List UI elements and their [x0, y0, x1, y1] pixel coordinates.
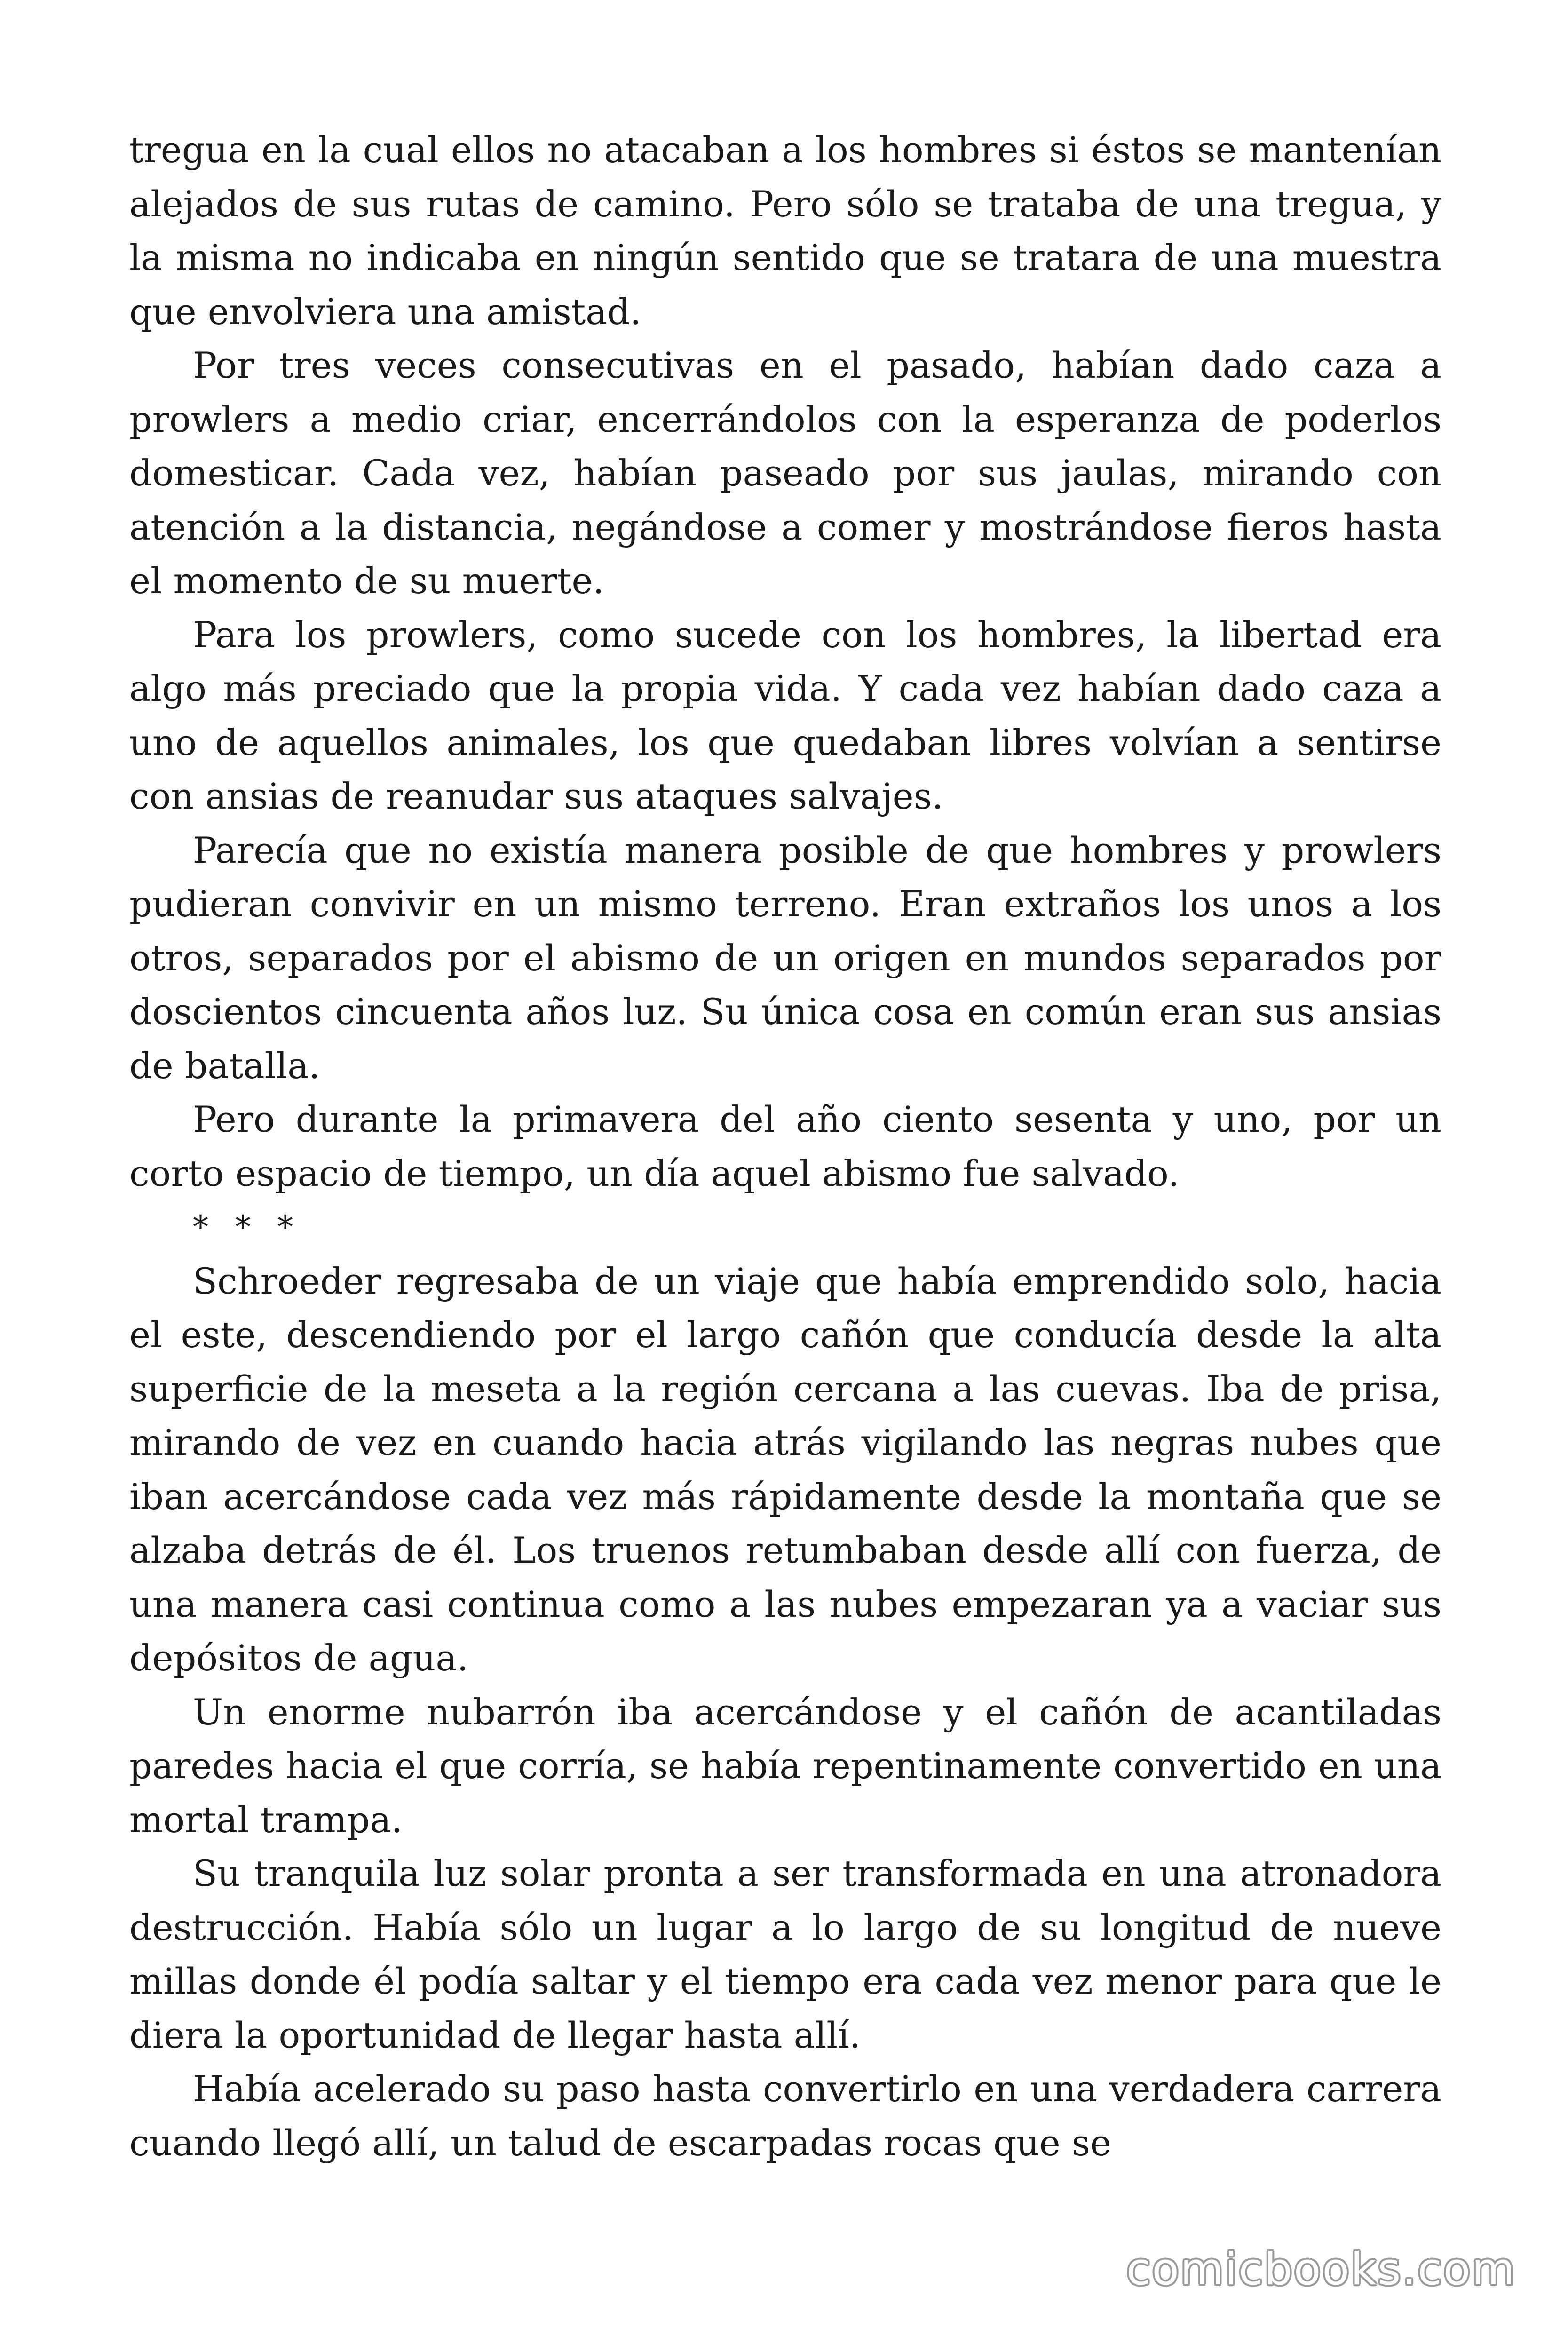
section-separator: * * * [193, 1209, 301, 1245]
body-text [129, 123, 1441, 2170]
paragraph-5: Pero durante la primavera del año ciento sesenta y uno, por un corto espacio de tiempo, un día aquel abismo fue salvado. [129, 1098, 1441, 1194]
paragraph-6: Schroeder regresaba de un viaje que había emprendido solo, hacia el este, descendiendo por el largo cañón que conducía desde la alta superficie de la meseta a la región cercana a las cuevas. Iba de prisa, mirando de vez en cuando hacia atrás vigilando las negras nubes que iban acercándose cada vez más rápidamente desde la montaña que se alzaba detrás de él. Los truenos retumbaban desde allí con fuerza, de una manera casi continua como a las nubes empezaran ya a vaciar sus depósitos de agua. [129, 1260, 1441, 1679]
paragraph-3: Para los prowlers, como sucede con los hombres, la libertad era algo más preciado que la propia vida. Y cada vez habían dado caza a uno de aquellos animales, los que quedaban libres volvían a sentirse con ansias de reanudar sus ataques salvajes. [129, 613, 1441, 817]
paragraph-1: tregua en la cual ellos no atacaban a los hombres si éstos se mantenían alejados de sus rutas de camino. Pero sólo se trataba de una tregua, y la misma no indicaba en ningún sentido que se tratara de una muestra que envolviera una amistad. [129, 129, 1441, 333]
paragraph-8: Su tranquila luz solar pronta a ser transformada en una atronadora destrucción. Había sólo un lugar a lo largo de su longitud de nueve millas donde él podía saltar y el tiempo era cada vez menor para que le diera la oportunidad de llegar hasta allí. [129, 1852, 1441, 2056]
paragraph-9: Había acelerado su paso hasta convertirlo en una verdadera carrera cuando llegó allí, un talud de escarpadas rocas que se [129, 2068, 1441, 2164]
paragraph-4: Parecía que no existía manera posible de que hombres y prowlers pudieran convivir en un mismo terreno. Eran extraños los unos a los otros, separados por el abismo de un origen en mundos separados por doscientos cincuenta años luz. Su única cosa en común eran sus ansias de batalla. [129, 829, 1441, 1087]
paragraph-7: Un enorme nubarrón iba acercándose y el cañón de acantiladas paredes hacia el que corría, se había repentinamente convertido en una mortal trampa. [129, 1691, 1441, 1841]
paragraph-2: Por tres veces consecutivas en el pasado, habían dado caza a prowlers a medio criar, encerrándolos con la esperanza de poderlos domesticar. Cada vez, habían paseado por sus jaulas, mirando con atención a la distancia, negándose a comer y mostrándose fieros hasta el momento de su muerte. [129, 344, 1441, 602]
watermark-logo: comicbooks.com [1126, 2244, 1516, 2295]
